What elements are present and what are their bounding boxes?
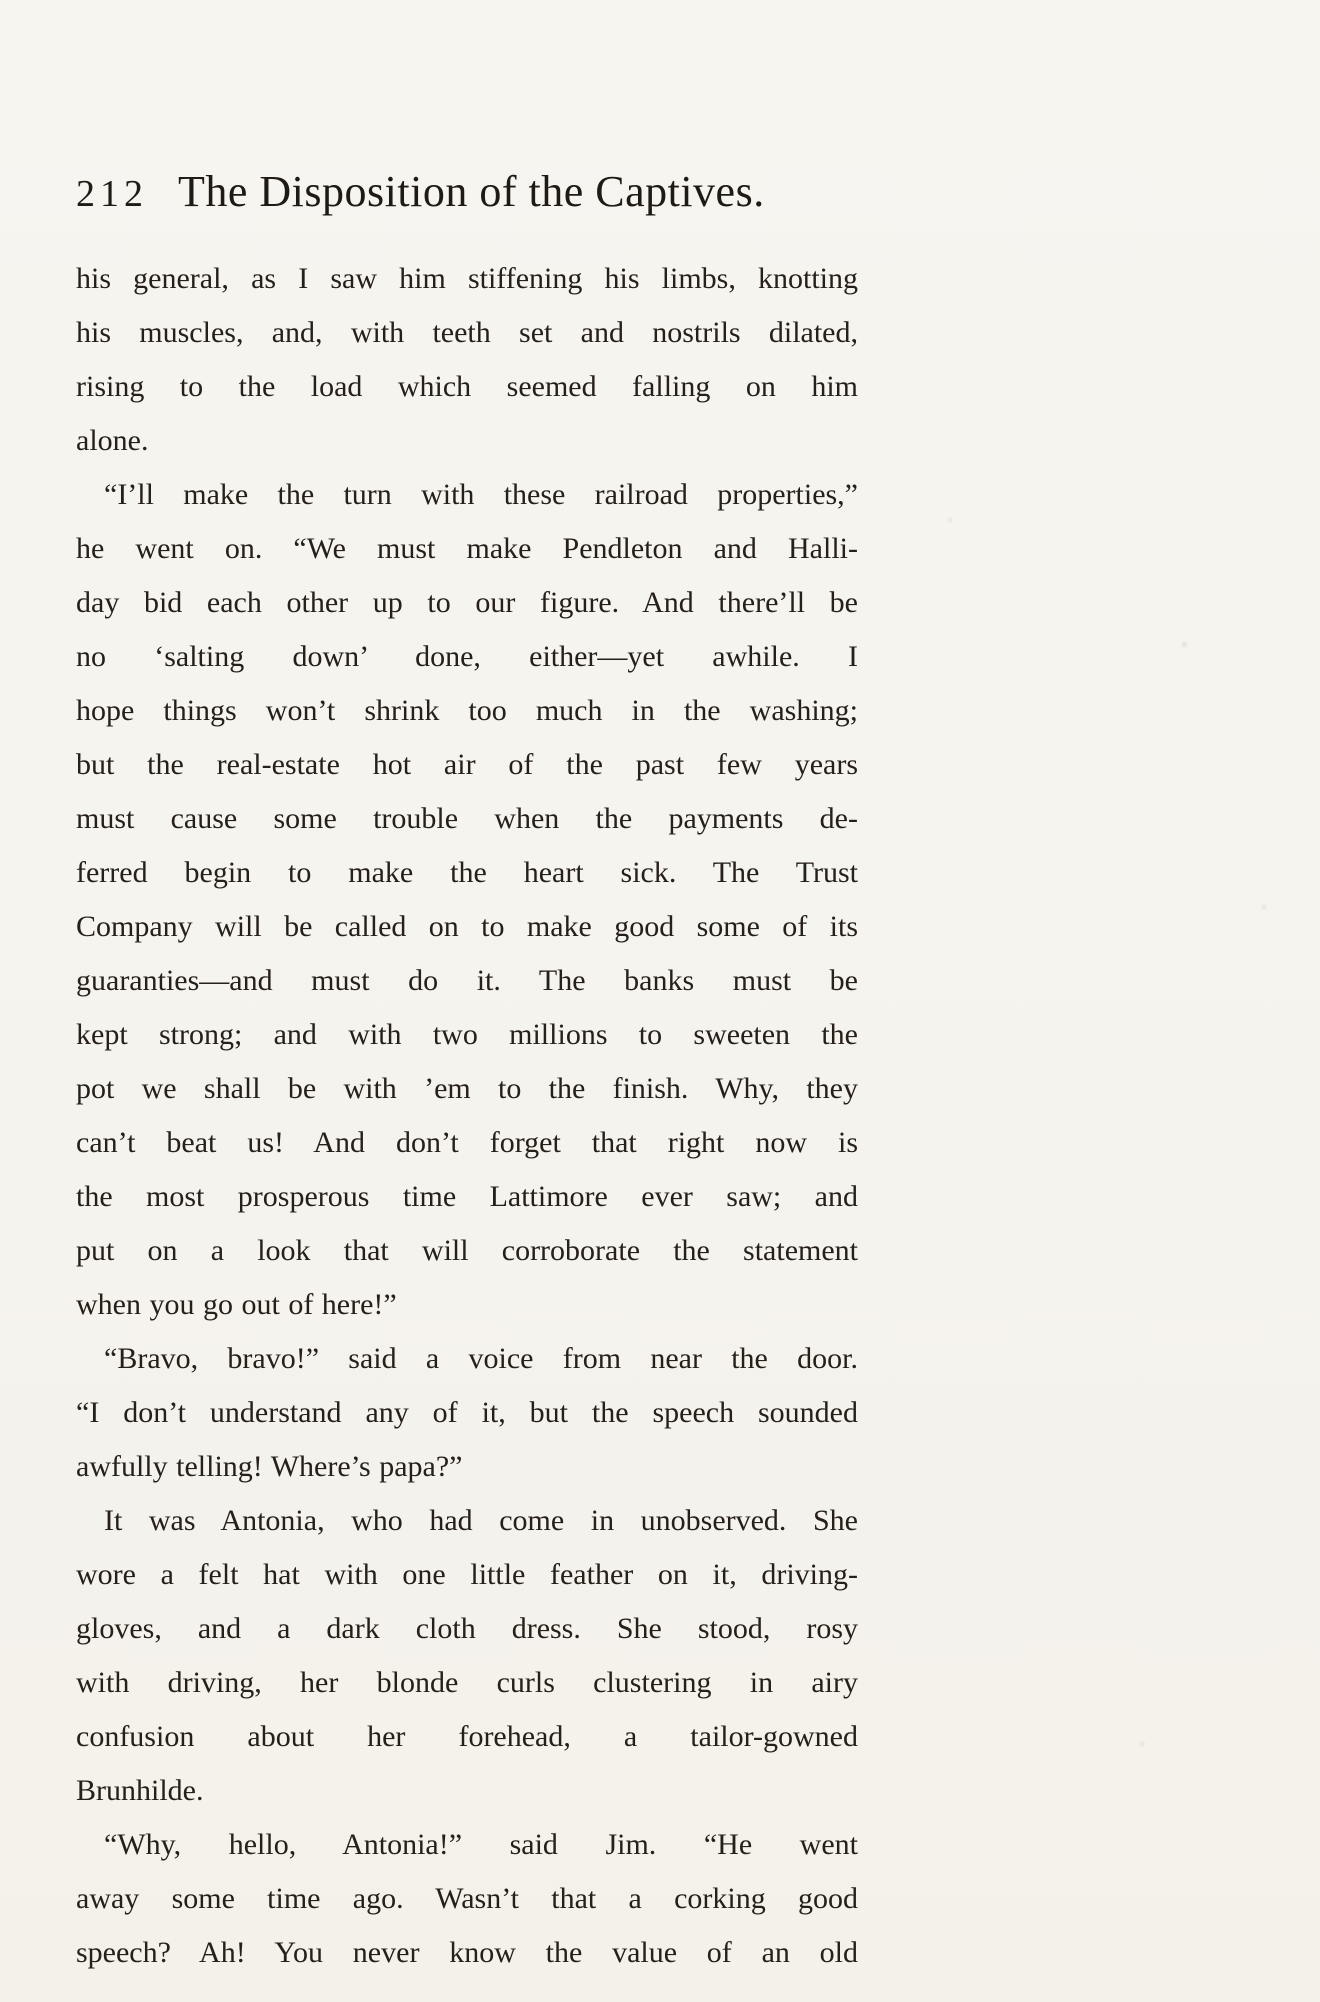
text-line: “I don’t understand any of it, but the speech sounded bbox=[76, 1396, 858, 1429]
text-line: “I’ll make the turn with these railroad properties,” bbox=[104, 478, 858, 511]
text-line: wore a felt hat with one little feather on it, driving- bbox=[76, 1558, 858, 1591]
text-line: rising to the load which seemed falling on him bbox=[76, 370, 858, 403]
text-line: hope things won’t shrink too much in the washing; bbox=[76, 694, 858, 727]
paragraph bbox=[76, 1494, 858, 1818]
paragraph bbox=[76, 1818, 858, 1980]
text-line: awfully telling! Where’s papa?” bbox=[76, 1450, 463, 1483]
scan-speck bbox=[948, 518, 952, 522]
paragraph bbox=[76, 252, 858, 468]
text-line: It was Antonia, who had come in unobserved. She bbox=[104, 1504, 858, 1537]
text-line: away some time ago. Wasn’t that a corking good bbox=[76, 1882, 858, 1915]
text-line: “Why, hello, Antonia!” said Jim. “He went bbox=[104, 1828, 858, 1861]
text-line: with driving, her blonde curls clustering in airy bbox=[76, 1666, 858, 1699]
text-line: confusion about her forehead, a tailor-gowned bbox=[76, 1720, 858, 1753]
text-line: day bid each other up to our figure. And there’ll be bbox=[76, 586, 858, 619]
paragraph bbox=[76, 1332, 858, 1494]
text-line: ferred begin to make the heart sick. The Trust bbox=[76, 856, 858, 889]
text-line: put on a look that will corroborate the statement bbox=[76, 1234, 858, 1267]
text-line: Brunhilde. bbox=[76, 1774, 204, 1807]
text-line: must cause some trouble when the payments de- bbox=[76, 802, 858, 835]
scan-speck bbox=[1182, 642, 1187, 647]
paragraph bbox=[76, 468, 858, 1332]
text-line: when you go out of here!” bbox=[76, 1288, 397, 1321]
text-line: but the real-estate hot air of the past few years bbox=[76, 748, 858, 781]
text-line: the most prosperous time Lattimore ever saw; and bbox=[76, 1180, 858, 1213]
text-line: gloves, and a dark cloth dress. She stood, rosy bbox=[76, 1612, 858, 1645]
text-line: his muscles, and, with teeth set and nostrils dilated, bbox=[76, 316, 858, 349]
text-line: pot we shall be with ’em to the finish. Why, they bbox=[76, 1072, 858, 1105]
page-header bbox=[76, 168, 858, 216]
text-line: speech? Ah! You never know the value of an old bbox=[76, 1936, 858, 1969]
text-line: his general, as I saw him stiffening his limbs, knotting bbox=[76, 262, 858, 295]
page-number: 212 bbox=[76, 173, 148, 215]
scan-speck bbox=[1140, 1742, 1144, 1746]
text-line: guaranties—and must do it. The banks must be bbox=[76, 964, 858, 997]
text-line: kept strong; and with two millions to sweeten the bbox=[76, 1018, 858, 1051]
text-line: can’t beat us! And don’t forget that right now is bbox=[76, 1126, 858, 1159]
text-line: alone. bbox=[76, 424, 149, 457]
text-line: no ‘salting down’ done, either—yet awhile. I bbox=[76, 640, 858, 673]
text-line: Company will be called on to make good some of its bbox=[76, 910, 858, 943]
scan-speck bbox=[1262, 905, 1266, 909]
page-text bbox=[76, 252, 858, 1980]
text-line: “Bravo, bravo!” said a voice from near the door. bbox=[104, 1342, 858, 1375]
text-line: he went on. “We must make Pendleton and Halli- bbox=[76, 532, 858, 565]
page-title: The Disposition of the Captives. bbox=[178, 167, 765, 216]
